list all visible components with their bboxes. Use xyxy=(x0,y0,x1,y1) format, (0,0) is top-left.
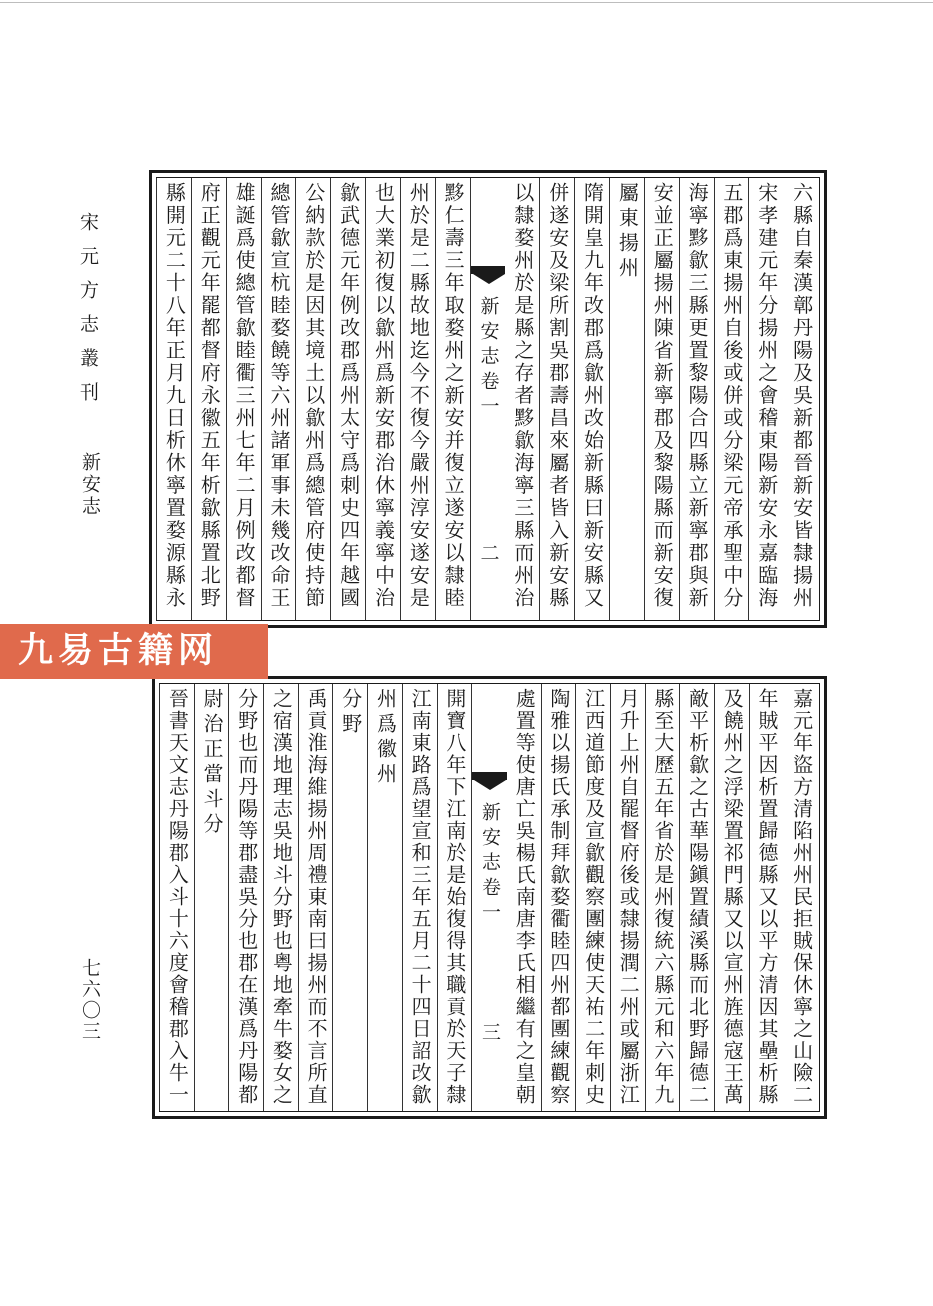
column-text: 分野也而丹陽等郡盡吳分也郡在漢爲丹陽都 xyxy=(234,688,259,1106)
column-text: 江西道節度及宣歙觀察團練使天祐二年刺史 xyxy=(581,688,606,1106)
column-text: 尉治正當斗分 xyxy=(200,688,225,838)
series-title: 宋元方志叢刊 xyxy=(77,212,99,416)
text-column xyxy=(191,178,227,620)
text-column xyxy=(263,684,299,1111)
text-column xyxy=(644,178,680,620)
text-column xyxy=(228,684,264,1111)
upper-text-panel xyxy=(149,170,827,628)
column-text: 州爲徽州 xyxy=(373,688,398,788)
text-column xyxy=(609,178,645,620)
book-title: 新安志 xyxy=(79,452,101,518)
column-text: 安並正屬揚州陳省新寧郡及黎陽縣而新安復 xyxy=(650,182,675,610)
column-text: 縣開元二十八年正月九日析休寧置婺源縣永 xyxy=(162,182,187,610)
column-text: 府正觀元年罷都督府永徽五年析歙縣置北野 xyxy=(197,182,222,610)
column-text: 也大業初復以歙州爲新安郡治休寧義寧中治 xyxy=(371,182,396,610)
text-column xyxy=(159,684,195,1111)
column-text: 總管歙宣杭睦婺饒等六州諸軍事未幾改命王 xyxy=(266,182,291,610)
column-text: 海寧黟歙三縣更置黎陽合四縣立新寧郡與新 xyxy=(685,182,710,610)
text-column xyxy=(575,684,611,1111)
column-text: 分野 xyxy=(338,688,363,738)
text-column xyxy=(679,178,715,620)
text-column xyxy=(784,684,819,1111)
text-column xyxy=(194,684,230,1111)
text-column xyxy=(365,178,401,620)
text-column xyxy=(261,178,297,620)
fish-tail-mark xyxy=(472,772,507,792)
fold-column xyxy=(470,178,506,620)
text-column xyxy=(435,178,471,620)
column-text: 年賊平因析置歸德縣又以平方清因其壘析縣 xyxy=(754,688,779,1106)
text-column xyxy=(714,684,750,1111)
fold-page-number: 二 xyxy=(477,543,500,562)
text-column xyxy=(784,178,819,620)
column-text: 縣至大歷五年省於是州復統六縣元和六年九 xyxy=(650,688,675,1106)
lower-text-panel xyxy=(152,676,827,1119)
column-text: 敵平析歙之古華陽鎭置績溪縣而北野歸德二 xyxy=(685,688,710,1106)
fold-title: 新安志卷一 xyxy=(479,802,501,927)
text-column xyxy=(332,684,368,1111)
text-column xyxy=(539,178,575,620)
column-text: 公納款於是因其境土以歙州爲總管府使持節 xyxy=(301,182,326,610)
lower-panel-grid xyxy=(159,683,820,1112)
text-column xyxy=(298,684,334,1111)
text-column xyxy=(541,684,577,1111)
column-text: 禹貢淮海維揚州周禮東南曰揚州而不言所直 xyxy=(304,688,329,1106)
upper-panel-grid xyxy=(156,177,820,621)
text-column xyxy=(295,178,331,620)
text-column xyxy=(645,684,681,1111)
column-text: 黟仁壽三年取婺州之新安并復立遂安以隸睦 xyxy=(441,182,466,610)
text-column xyxy=(504,178,540,620)
column-text: 以隸婺州於是縣之存者黟歙海寧三縣而州治 xyxy=(510,182,535,610)
column-text: 月升上州自罷督府後或隸揚潤二州或屬浙江 xyxy=(616,688,641,1106)
text-column xyxy=(367,684,403,1111)
text-column xyxy=(506,684,542,1111)
column-text: 嘉元年盜方清陷州州民拒賊保休寧之山險二 xyxy=(789,688,814,1106)
text-column xyxy=(749,684,785,1111)
column-text: 及饒州之浮梁置祁門縣又以宣州旌德寇王萬 xyxy=(720,688,745,1106)
fold-column xyxy=(471,684,507,1111)
fold-title: 新安志卷一 xyxy=(477,296,500,421)
column-text: 陶雅以揚氏承制拜歙婺衢睦四州都團練觀察 xyxy=(546,688,571,1106)
column-text: 開寶八年下江南於是始復得其職貢於天子隸 xyxy=(442,688,467,1106)
text-column xyxy=(400,178,436,620)
text-column xyxy=(574,178,610,620)
column-text: 雄誕爲使總管歙睦衢三州七年二月例改都督 xyxy=(232,182,257,610)
text-column xyxy=(226,178,262,620)
fish-tail-mark xyxy=(471,266,506,286)
fold-page-number: 三 xyxy=(479,1022,501,1041)
column-text: 隋開皇九年改郡爲歙州改始新縣曰新安縣又 xyxy=(580,182,605,610)
text-column xyxy=(156,178,192,620)
column-text: 晉書天文志丹陽郡入斗十六度會稽郡入牛一 xyxy=(165,688,190,1106)
text-column xyxy=(610,684,646,1111)
text-column xyxy=(679,684,715,1111)
text-column xyxy=(437,684,473,1111)
column-text: 併遂安及梁所割吳郡壽昌來屬者皆入新安縣 xyxy=(545,182,570,610)
column-text: 宋孝建元年分揚州之會稽東陽新安永嘉臨海 xyxy=(754,182,779,610)
page-top-edge xyxy=(0,2,933,3)
text-column xyxy=(714,178,750,620)
column-text: 五郡爲東揚州自後或併或分梁元帝承聖中分 xyxy=(719,182,744,610)
column-text: 州於是二縣故地迄今不復今嚴州淳安遂安是 xyxy=(406,182,431,610)
text-column xyxy=(330,178,366,620)
text-column xyxy=(748,178,784,620)
column-text: 歙武德元年例改郡爲州太守爲刺史四年越國 xyxy=(336,182,361,610)
column-text: 之宿漢地理志吳地斗分野也粤地牽牛婺女之 xyxy=(269,688,294,1106)
watermark-banner: 九易古籍网 xyxy=(0,624,268,679)
column-text: 屬東揚州 xyxy=(615,182,640,282)
column-text: 江南東路爲望宣和三年五月二十四日詔改歙 xyxy=(408,688,433,1106)
column-text: 六縣自秦漢鄣丹陽及吳新都晉新安皆隸揚州 xyxy=(789,182,814,610)
column-text: 處置等使唐亡吳楊氏南唐李氏相繼有之皇朝 xyxy=(512,688,537,1106)
text-column xyxy=(402,684,438,1111)
page-number: 七六〇三 xyxy=(79,958,101,1042)
